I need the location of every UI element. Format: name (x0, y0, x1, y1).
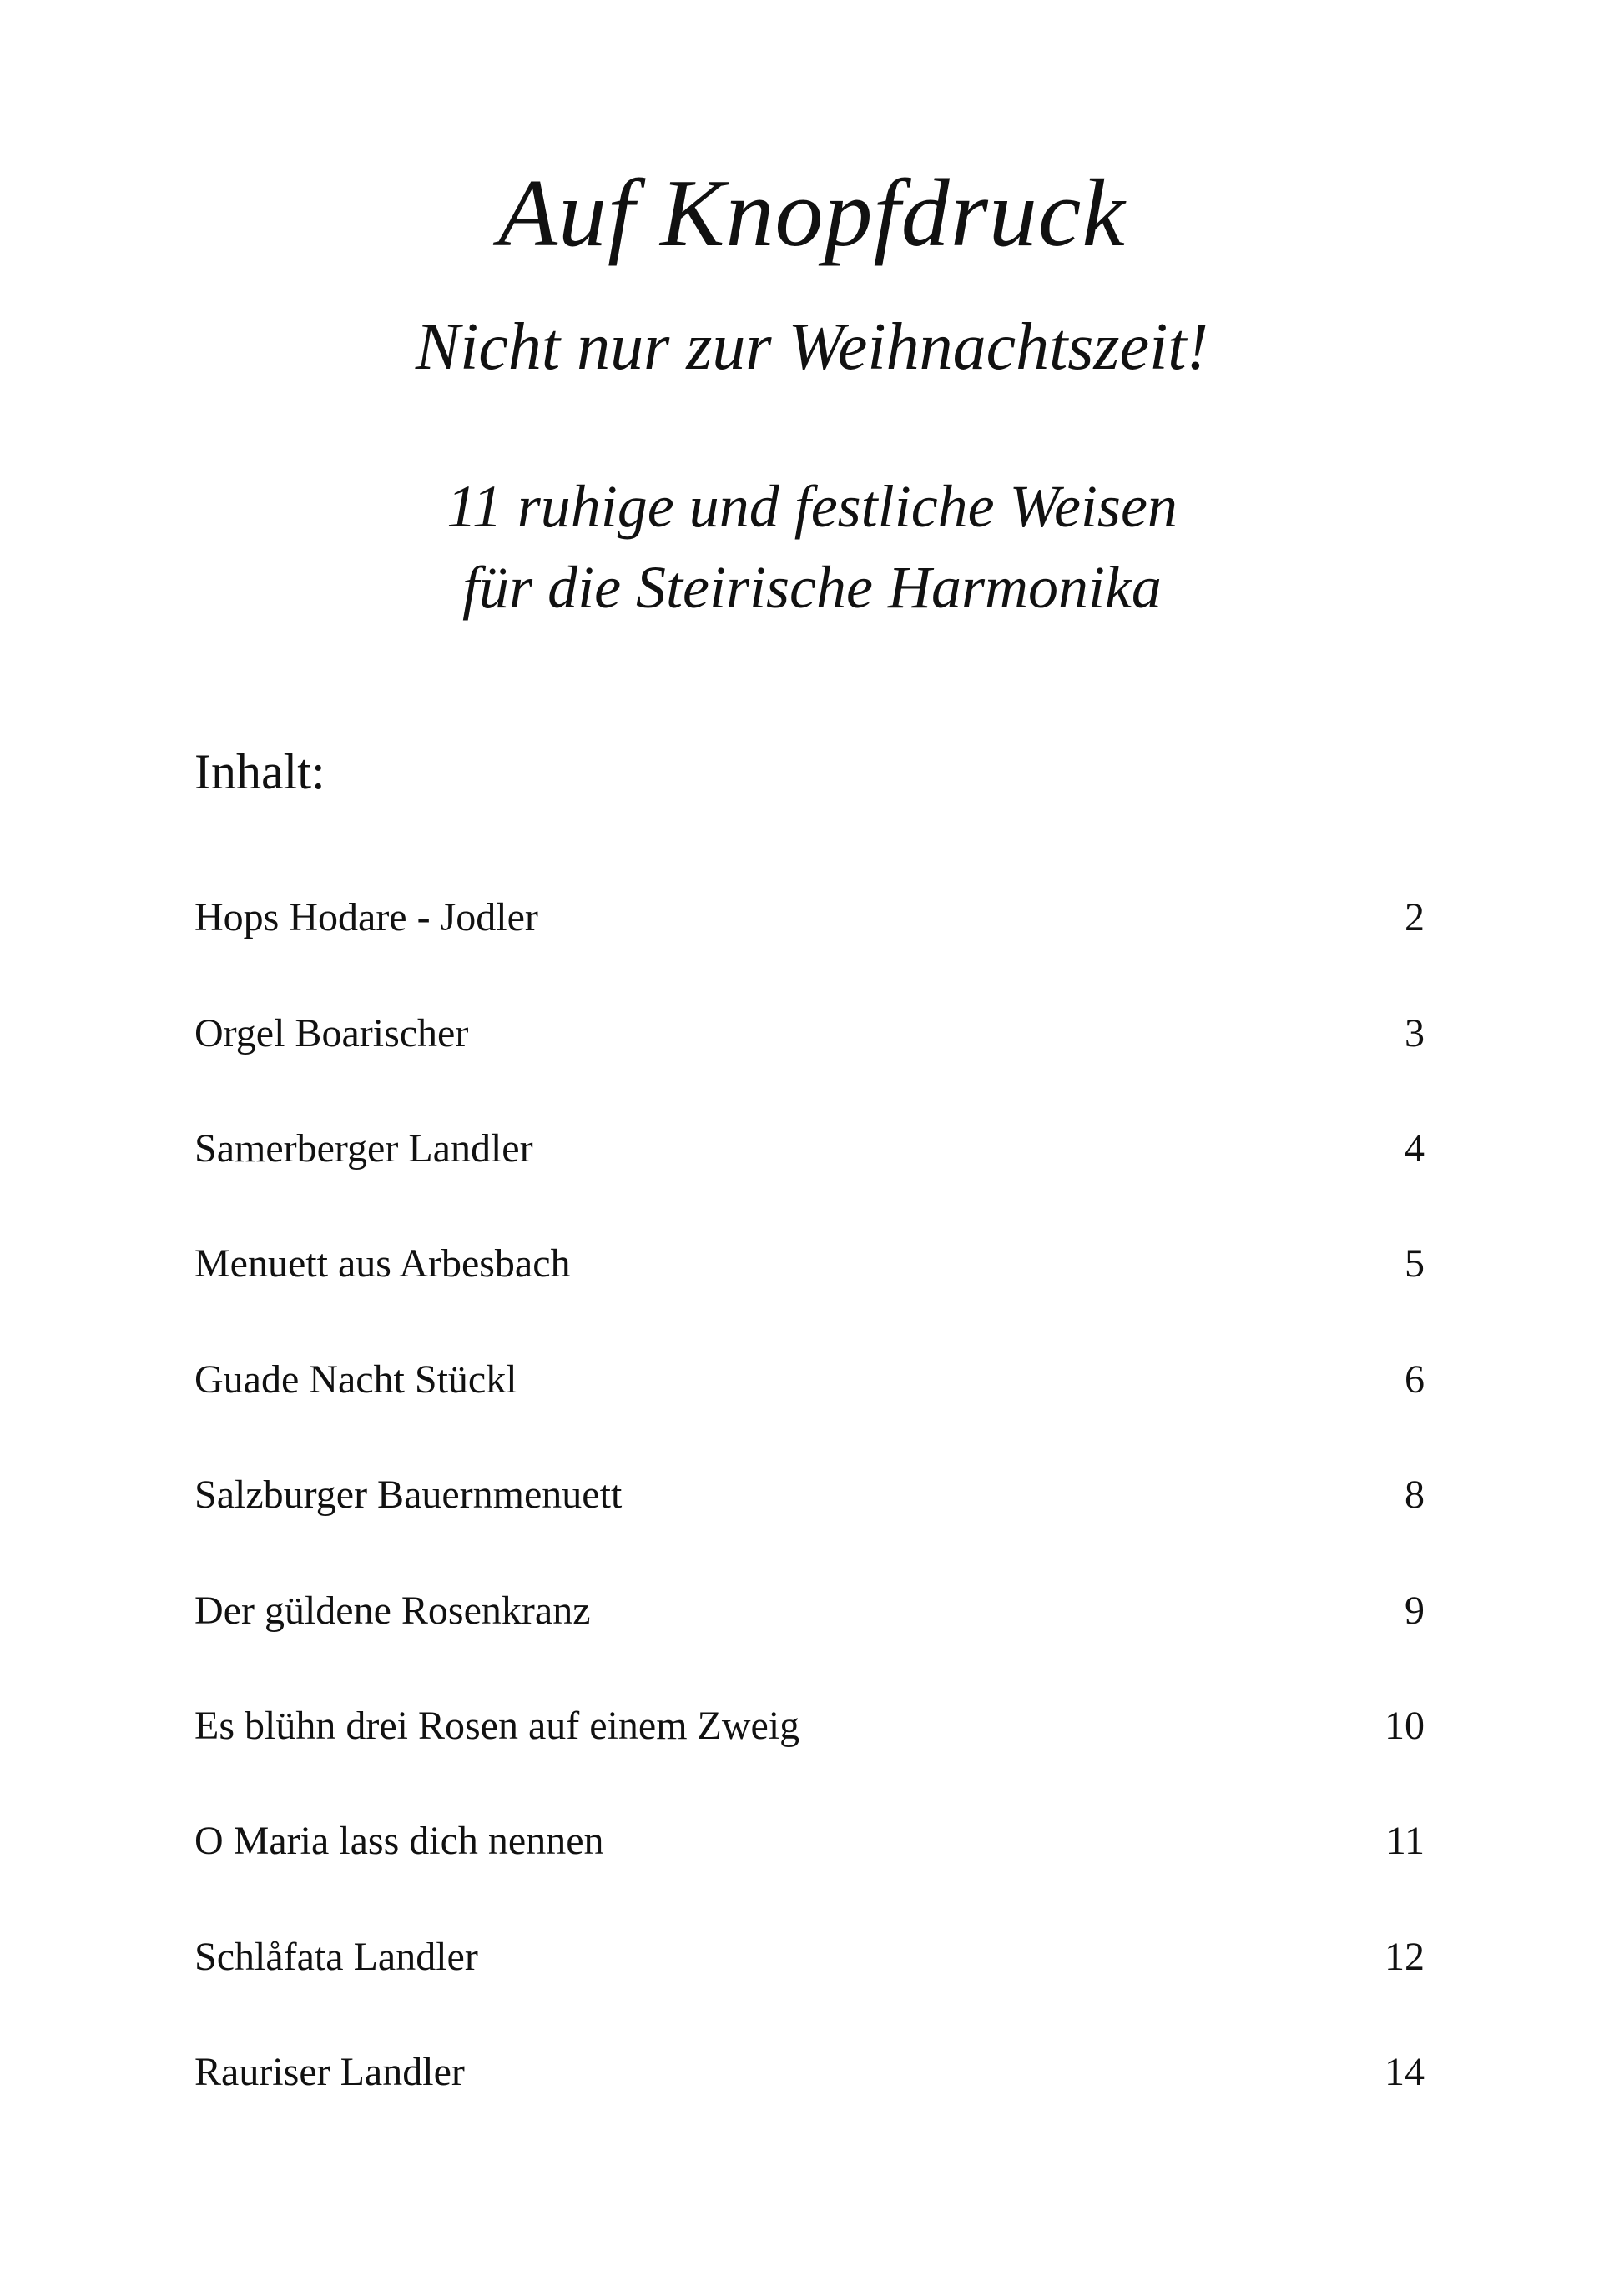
description-line: 11 ruhige und festliche Weisen (446, 473, 1178, 540)
toc-entry (194, 860, 1425, 975)
toc-entry-title: Orgel Boarischer (194, 1010, 469, 1055)
toc-entry-page: 5 (1405, 1241, 1425, 1286)
toc-entry-title: Menuett aus Arbesbach (194, 1241, 571, 1286)
document-title: Auf Knopfdruck (498, 160, 1126, 267)
toc-entry (194, 1091, 1425, 1206)
toc-entry (194, 1322, 1425, 1438)
toc-entry (194, 1206, 1425, 1322)
toc-entry-page: 3 (1405, 1010, 1425, 1055)
toc-entry-title: Rauriser Landler (194, 2050, 465, 2095)
toc-entry-page: 9 (1405, 1588, 1425, 1633)
toc-entry-page: 2 (1405, 895, 1425, 940)
toc-entry-page: 4 (1405, 1125, 1425, 1171)
toc-entry-page: 14 (1384, 2050, 1425, 2095)
toc-entry (194, 1900, 1425, 2015)
document-subtitle: Nicht nur zur Weihnachtszeit! (415, 310, 1209, 384)
description-line: für die Steirische Harmonika (462, 554, 1162, 621)
toc-entry-title: O Maria lass dich nennen (194, 1819, 604, 1864)
toc-entry (194, 1669, 1425, 1784)
toc-entry-page: 11 (1385, 1819, 1425, 1864)
toc-list (194, 860, 1425, 2130)
toc-entry-title: Hops Hodare - Jodler (194, 895, 538, 940)
toc-entry-page: 6 (1405, 1357, 1425, 1402)
toc-entry (194, 975, 1425, 1090)
toc-heading: Inhalt: (194, 744, 325, 799)
toc-entry (194, 1438, 1425, 1553)
toc-entry-title: Schlåfata Landler (194, 1934, 478, 1979)
toc-entry (194, 1553, 1425, 1668)
toc-entry-title: Guade Nacht Stückl (194, 1357, 517, 1402)
toc-entry-title: Salzburger Bauernmenuett (194, 1473, 623, 1518)
toc-entry-page: 10 (1384, 1703, 1425, 1748)
toc-entry-title: Es blühn drei Rosen auf einem Zweig (194, 1703, 800, 1748)
toc-entry-page: 8 (1405, 1473, 1425, 1518)
toc-entry-title: Der güldene Rosenkranz (194, 1588, 591, 1633)
toc-entry (194, 2015, 1425, 2130)
toc-entry-title: Samerberger Landler (194, 1125, 533, 1171)
toc-entry (194, 1784, 1425, 1899)
toc-entry-page: 12 (1384, 1934, 1425, 1979)
